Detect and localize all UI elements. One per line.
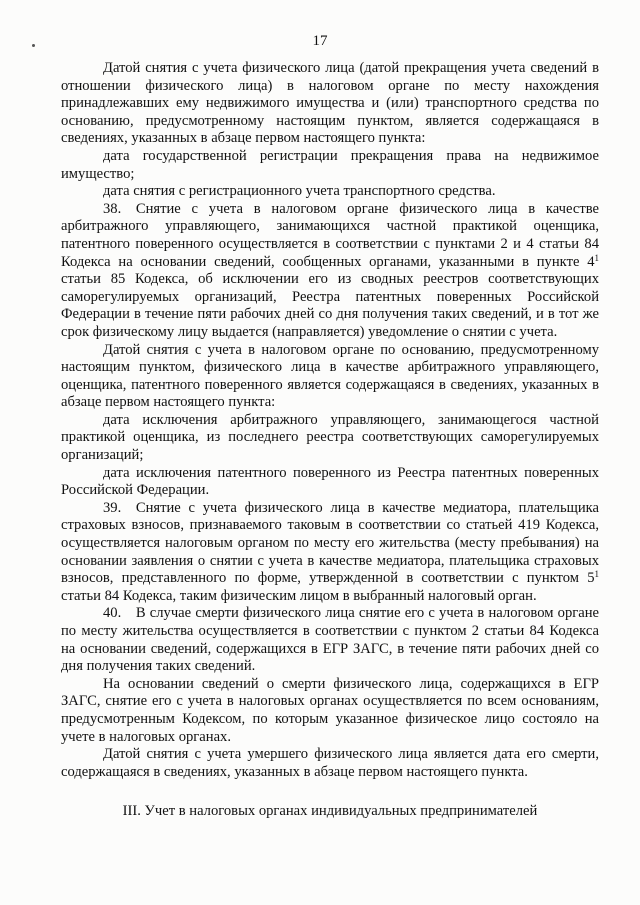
- document-body: [61, 60, 599, 821]
- page-number: 17: [312, 33, 328, 49]
- paragraph: Датой снятия с учета умершего физического лица является дата его смерти, содержащаяся в сведениях, указанных в абзаце первом настоящего пункта.: [61, 746, 599, 780]
- paragraph: Датой снятия с учета физического лица (датой прекращения учета сведений в отношении физического лица) в налоговом органе по месту нахождения принадлежавших ему недвижимого имущества и (или) транспортного средства по основанию, предусмотренному настоящим пунктом, является содержащаяся в сведениях, указанных в абзаце первом настоящего пункта:: [61, 60, 599, 147]
- section-heading: III. Учет в налоговых органах индивидуальных предпринимателей: [122, 803, 538, 820]
- paragraph: дата снятия с регистрационного учета транспортного средства.: [103, 183, 496, 200]
- paragraph: Датой снятия с учета в налоговом органе по основанию, предусмотренному настоящим пунктом, физического лица в качестве арбитражного управляющего, оценщика, патентного поверенного является содержащаяся в сведениях, указанных в абзаце первом настоящего пункта:: [61, 341, 599, 411]
- paragraph-39-text: 39. Снятие с учета физического лица в качестве медиатора, плательщика страховых взносов, признаваемого таковым в соответствии со статьей 419 Кодекса, осуществляется налоговым органом по месту его жительства (месту пребывания) на основании заявления о снятии с учета в качестве медиатора, плательщика страховых взносов, представленного по форме, утвержденной в соответствии с пунктом 5: [61, 499, 599, 587]
- paragraph: дата государственной регистрации прекращения права на недвижимое имущество;: [61, 147, 599, 182]
- paragraph: дата исключения арбитражного управляющего, занимающегося частной практикой оценщика, из последнего реестра соответствующих саморегулируемых организаций;: [61, 411, 599, 464]
- paragraph-38: [61, 201, 599, 342]
- paragraph-38-tail: статьи 85 Кодекса, об исключении его из сводных реестров соответствующих саморегулируемых организаций, Реестра патентных поверенных Российской Федерации в течение пяти рабочих дней со дня получения таких сведений, и в тот же срок физическому лицу выдается (направляется) уведомление о снятии с учета.: [61, 271, 599, 340]
- superscript: 1: [594, 252, 599, 263]
- paragraph: дата исключения патентного поверенного из Реестра патентных поверенных Российской Федерации.: [61, 464, 599, 499]
- paragraph: На основании сведений о смерти физического лица, содержащихся в ЕГР ЗАГС, снятие его с учета в налоговых органах осуществляется по всем основаниям, предусмотренным Кодексом, по которым указанное физическое лицо состояло на учете в налоговых органах.: [61, 675, 599, 745]
- superscript: 1: [594, 569, 599, 580]
- paragraph-39-tail: статьи 84 Кодекса, таким физическим лицом в выбранный налоговый орган.: [61, 587, 537, 604]
- paragraph-38-text: 38. Снятие с учета в налоговом органе физического лица в качестве арбитражного управляющего, занимающихся частной практикой оценщика, патентного поверенного осуществляется в соответствии с пунктами 2 и 4 статьи 84 Кодекса на основании сведений, сообщенных органами, указанными в пункте 4: [61, 200, 599, 270]
- paragraph-39: [61, 500, 599, 606]
- paragraph: 40. В случае смерти физического лица снятие его с учета в налоговом органе по месту жительства осуществляется в соответствии с пунктом 2 статьи 84 Кодекса на основании сведений, содержащихся в ЕГР ЗАГС, в течение пяти рабочих дней со дня получения таких сведений.: [61, 605, 599, 675]
